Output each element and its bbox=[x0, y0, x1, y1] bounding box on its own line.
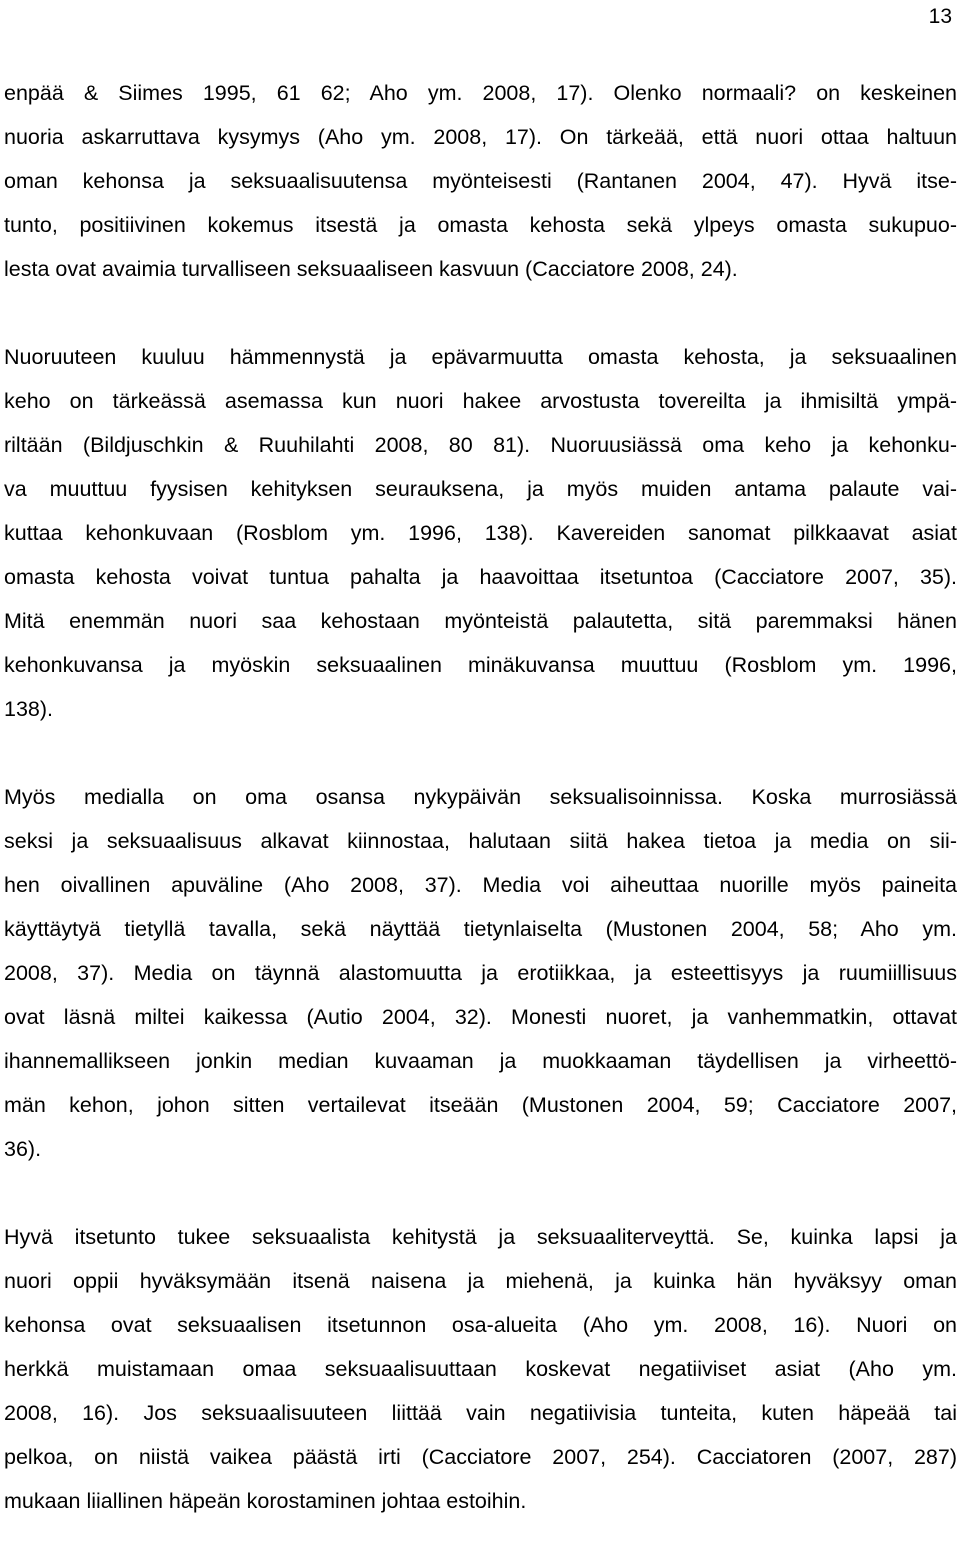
text-line: oman kehonsa ja seksuaalisuutensa myönteisesti (Rantanen 2004, 47). Hyvä itse- bbox=[4, 169, 957, 193]
text-line: kehonkuvansa ja myöskin seksuaalinen minäkuvansa muuttuu (Rosblom ym. 1996, bbox=[4, 653, 957, 677]
text-line: herkkä muistamaan omaa seksuaalisuuttaan koskevat negatiiviset asiat (Aho ym. bbox=[4, 1357, 957, 1381]
text-line: käyttäytyä tietyllä tavalla, sekä näyttää tietynlaiselta (Mustonen 2004, 58; Aho ym. bbox=[4, 917, 957, 941]
paragraph-4 bbox=[4, 1215, 957, 1523]
text-line: nuori oppii hyväksymään itsenä naisena ja miehenä, ja kuinka hän hyväksyy oman bbox=[4, 1269, 957, 1293]
text-line: ovat läsnä miltei kaikessa (Autio 2004, 32). Monesti nuoret, ja vanhemmatkin, ottavat bbox=[4, 1005, 957, 1029]
text-line: keho on tärkeässä asemassa kun nuori hakee arvostusta tovereilta ja ihmisiltä ympä- bbox=[4, 389, 957, 413]
text-line: riltään (Bildjuschkin & Ruuhilahti 2008, 80 81). Nuoruusiässä oma keho ja kehonku- bbox=[4, 433, 957, 457]
text-line: kuttaa kehonkuvaan (Rosblom ym. 1996, 138). Kavereiden sanomat pilkkaavat asiat bbox=[4, 521, 957, 545]
paragraph-2 bbox=[4, 335, 957, 731]
text-line: omasta kehosta voivat tuntua pahalta ja haavoittaa itsetuntoa (Cacciatore 2007, 35). bbox=[4, 565, 957, 589]
text-line: ihannemallikseen jonkin median kuvaaman ja muokkaaman täydellisen ja virheettö- bbox=[4, 1049, 957, 1073]
document-body bbox=[4, 71, 957, 1567]
text-line: enpää & Siimes 1995, 61 62; Aho ym. 2008, 17). Olenko normaali? on keskeinen bbox=[4, 81, 957, 105]
text-line: Hyvä itsetunto tukee seksuaalista kehitystä ja seksuaaliterveyttä. Se, kuinka lapsi ja bbox=[4, 1225, 957, 1249]
text-line: män kehon, johon sitten vertailevat itseään (Mustonen 2004, 59; Cacciatore 2007, bbox=[4, 1093, 957, 1117]
text-line: mukaan liiallinen häpeän korostaminen johtaa estoihin. bbox=[4, 1489, 527, 1513]
paragraph-3 bbox=[4, 775, 957, 1171]
paragraph-1 bbox=[4, 71, 957, 291]
page-number: 13 bbox=[928, 5, 952, 28]
text-line: 2008, 37). Media on täynnä alastomuutta ja erotiikkaa, ja esteettisyys ja ruumiillisuus bbox=[4, 961, 957, 985]
text-line: seksi ja seksuaalisuus alkavat kiinnostaa, halutaan siitä hakea tietoa ja media on sii- bbox=[4, 829, 957, 853]
text-line: Nuoruuteen kuuluu hämmennystä ja epävarmuutta omasta kehosta, ja seksuaalinen bbox=[4, 345, 957, 369]
text-line: hen oivallinen apuväline (Aho 2008, 37). Media voi aiheuttaa nuorille myös paineita bbox=[4, 873, 957, 897]
text-line: Mitä enemmän nuori saa kehostaan myönteistä palautetta, sitä paremmaksi hänen bbox=[4, 609, 957, 633]
text-line: 2008, 16). Jos seksuaalisuuteen liittää vain negatiivisia tunteita, kuten häpeää tai bbox=[4, 1401, 957, 1425]
text-line: lesta ovat avaimia turvalliseen seksuaaliseen kasvuun (Cacciatore 2008, 24). bbox=[4, 257, 738, 281]
text-line: pelkoa, on niistä vaikea päästä irti (Cacciatore 2007, 254). Cacciatoren (2007, 287) bbox=[4, 1445, 957, 1469]
text-line: Myös medialla on oma osansa nykypäivän seksualisoinnissa. Koska murrosiässä bbox=[4, 785, 957, 809]
text-line: tunto, positiivinen kokemus itsestä ja omasta kehosta sekä ylpeys omasta sukupuo- bbox=[4, 213, 957, 237]
text-line: nuoria askarruttava kysymys (Aho ym. 2008, 17). On tärkeää, että nuori ottaa haltuun bbox=[4, 125, 957, 149]
text-line: 138). bbox=[4, 697, 54, 721]
text-line: 36). bbox=[4, 1137, 42, 1161]
text-line: kehonsa ovat seksuaalisen itsetunnon osa-alueita (Aho ym. 2008, 16). Nuori on bbox=[4, 1313, 957, 1337]
text-line: va muuttuu fyysisen kehityksen seurauksena, ja myös muiden antama palaute vai- bbox=[4, 477, 957, 501]
